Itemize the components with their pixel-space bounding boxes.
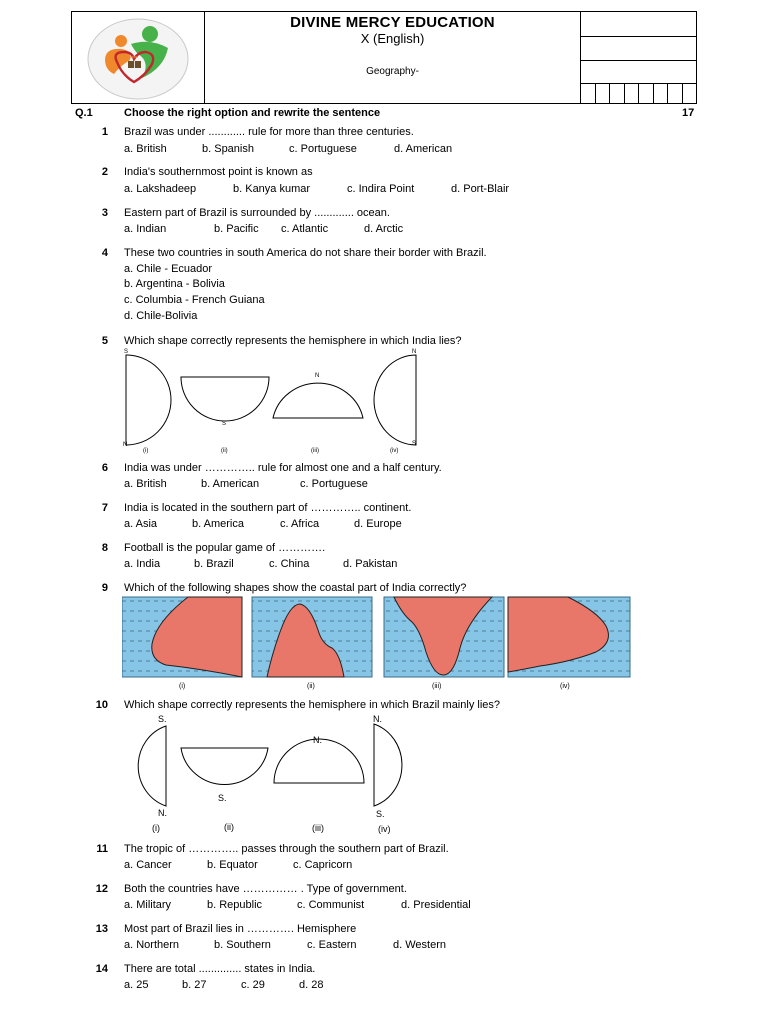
subject-name: Geography- xyxy=(366,66,419,77)
map-shape-iii xyxy=(384,597,504,677)
figure-label: (i) xyxy=(179,683,186,690)
option: d. Europe xyxy=(354,518,402,530)
option: b. Republic xyxy=(207,899,263,911)
question-text: Both the countries have …………… . Type of government. xyxy=(124,883,407,895)
option: c. Portuguese xyxy=(289,143,357,155)
question-number: 13 xyxy=(95,923,108,935)
shape-ii xyxy=(181,748,268,785)
question-number: 5 xyxy=(101,335,108,347)
figure-label: (i) xyxy=(143,448,149,454)
section-marks: 17 xyxy=(682,107,695,119)
figure-label: (iv) xyxy=(560,683,570,690)
roll-box[interactable] xyxy=(639,84,654,103)
question-text: Which shape correctly represents the hemisphere in which India lies? xyxy=(124,335,462,347)
option: d. American xyxy=(394,143,453,155)
option: c. Columbia - French Guiana xyxy=(124,294,265,306)
option: b. Kanya kumar xyxy=(233,183,311,195)
figure-label: (iii) xyxy=(311,448,319,454)
option: d. Arctic xyxy=(364,223,404,235)
pole-label: S. xyxy=(376,809,385,819)
option: a. India xyxy=(124,558,161,570)
pole-label: S xyxy=(124,349,129,355)
shape-i xyxy=(138,726,166,806)
question-number: 3 xyxy=(101,207,108,219)
figure-label: (iv) xyxy=(378,824,391,834)
option: c. Indira Point xyxy=(347,183,415,195)
pole-label: S. xyxy=(218,793,227,803)
question-number: 8 xyxy=(101,542,108,554)
roll-number-boxes[interactable] xyxy=(581,84,696,103)
coastal-shapes-figure xyxy=(122,596,632,692)
question-text: Brazil was under ............ rule for more than three centuries. xyxy=(124,126,414,138)
shape-iv xyxy=(374,724,402,806)
question-text: Which shape correctly represents the hemisphere in which Brazil mainly lies? xyxy=(124,699,500,711)
title-cell xyxy=(205,12,581,103)
question-number: 10 xyxy=(95,699,108,711)
option: d. 28 xyxy=(299,979,324,991)
question-number: 2 xyxy=(101,166,108,178)
pole-label: N. xyxy=(373,714,382,724)
meta-box-1[interactable] xyxy=(581,12,696,37)
roll-box[interactable] xyxy=(683,84,697,103)
logo-cell xyxy=(72,12,205,103)
roll-box[interactable] xyxy=(625,84,640,103)
option: a. Military xyxy=(124,899,172,911)
option: d. Port-Blair xyxy=(451,183,510,195)
roll-box[interactable] xyxy=(596,84,611,103)
option: a. Northern xyxy=(124,939,180,951)
class-name: X (English) xyxy=(360,31,425,46)
option: a. British xyxy=(124,143,167,155)
shape-i xyxy=(126,355,171,445)
roll-box[interactable] xyxy=(668,84,683,103)
shape-ii xyxy=(181,377,269,421)
figure-label: (ii) xyxy=(224,822,234,832)
question-text: The tropic of ………….. passes through the southern part of Brazil. xyxy=(124,843,449,855)
option: d. Presidential xyxy=(401,899,471,911)
option: a. Asia xyxy=(124,518,158,530)
school-name: DIVINE MERCY EDUCATION xyxy=(290,14,495,31)
meta-cell xyxy=(581,12,696,103)
option: d. Pakistan xyxy=(343,558,398,570)
meta-box-2[interactable] xyxy=(581,37,696,61)
question-text: Most part of Brazil lies in …………. Hemisphere xyxy=(124,923,357,935)
option: b. American xyxy=(201,478,260,490)
option: d. Chile-Bolivia xyxy=(124,310,198,322)
shape-iii xyxy=(274,739,364,783)
option: a. Cancer xyxy=(124,859,172,871)
pole-label: N xyxy=(123,442,128,448)
option: a. 25 xyxy=(124,979,149,991)
map-shape-iv xyxy=(508,597,630,677)
option: b. Argentina - Bolivia xyxy=(124,278,225,290)
option: b. Spanish xyxy=(202,143,254,155)
question-text: India's southernmost point is known as xyxy=(124,166,313,178)
question-text: Eastern part of Brazil is surrounded by ............. ocean. xyxy=(124,207,390,219)
question-number: 12 xyxy=(95,883,108,895)
pole-label: S xyxy=(412,441,417,447)
option: b. Southern xyxy=(214,939,271,951)
section-title: Choose the right option and rewrite the sentence xyxy=(124,107,381,119)
roll-box[interactable] xyxy=(610,84,625,103)
option: c. 29 xyxy=(241,979,265,991)
pole-label: N. xyxy=(158,808,167,818)
question-text: India is located in the southern part of ………….. continent. xyxy=(124,502,412,514)
option: a. British xyxy=(124,478,167,490)
option: a. Lakshadeep xyxy=(124,183,197,195)
option: c. Communist xyxy=(297,899,365,911)
shape-iii xyxy=(273,383,363,418)
shape-iv xyxy=(374,355,416,445)
roll-box[interactable] xyxy=(654,84,669,103)
option: b. Equator xyxy=(207,859,258,871)
option: b. America xyxy=(192,518,244,530)
question-number: 7 xyxy=(101,502,108,514)
option: b. 27 xyxy=(182,979,207,991)
section-number: Q.1 xyxy=(75,107,93,119)
question-text: There are total .............. states in India. xyxy=(124,963,316,975)
pole-label: N. xyxy=(313,735,322,745)
option: b. Brazil xyxy=(194,558,234,570)
school-logo xyxy=(72,12,205,103)
option: b. Pacific xyxy=(214,223,259,235)
option: a. Indian xyxy=(124,223,167,235)
question-text: Football is the popular game of …………. xyxy=(124,542,326,554)
pole-label: N xyxy=(412,349,417,355)
question-number: 11 xyxy=(96,843,108,855)
option: d. Western xyxy=(393,939,446,951)
question-number: 6 xyxy=(101,462,108,474)
question-number: 1 xyxy=(101,126,108,138)
meta-box-3[interactable] xyxy=(581,61,696,84)
map-shape-i xyxy=(122,597,242,677)
option: c. Portuguese xyxy=(300,478,368,490)
question-number: 14 xyxy=(95,963,108,975)
figure-label: (iii) xyxy=(432,683,442,690)
question-text: Which of the following shapes show the coastal part of India correctly? xyxy=(124,582,467,594)
figure-label: (iii) xyxy=(312,823,324,833)
option: c. Atlantic xyxy=(281,223,329,235)
pole-label: S. xyxy=(158,714,167,724)
map-shape-ii xyxy=(252,597,372,677)
option: c. China xyxy=(269,558,310,570)
option: c. Eastern xyxy=(307,939,357,951)
figure-label: (i) xyxy=(152,823,160,833)
pole-label: N xyxy=(315,373,320,379)
figure-label: (iv) xyxy=(390,448,399,454)
option: c. Africa xyxy=(280,518,320,530)
header-table xyxy=(71,11,697,104)
question-text: India was under ………….. rule for almost one and a half century. xyxy=(124,462,442,474)
figure-label: (ii) xyxy=(221,448,228,454)
question-text: These two countries in south America do not share their border with Brazil. xyxy=(124,247,487,259)
question-number: 4 xyxy=(101,247,108,259)
option: c. Capricorn xyxy=(293,859,353,871)
question-number: 9 xyxy=(101,582,108,594)
option: a. Chile - Ecuador xyxy=(124,263,213,275)
hemisphere-figure-india xyxy=(118,346,428,456)
hemisphere-figure-brazil xyxy=(118,710,448,838)
pole-label: S xyxy=(222,421,227,427)
roll-box[interactable] xyxy=(581,84,596,103)
figure-label: (ii) xyxy=(307,683,315,690)
